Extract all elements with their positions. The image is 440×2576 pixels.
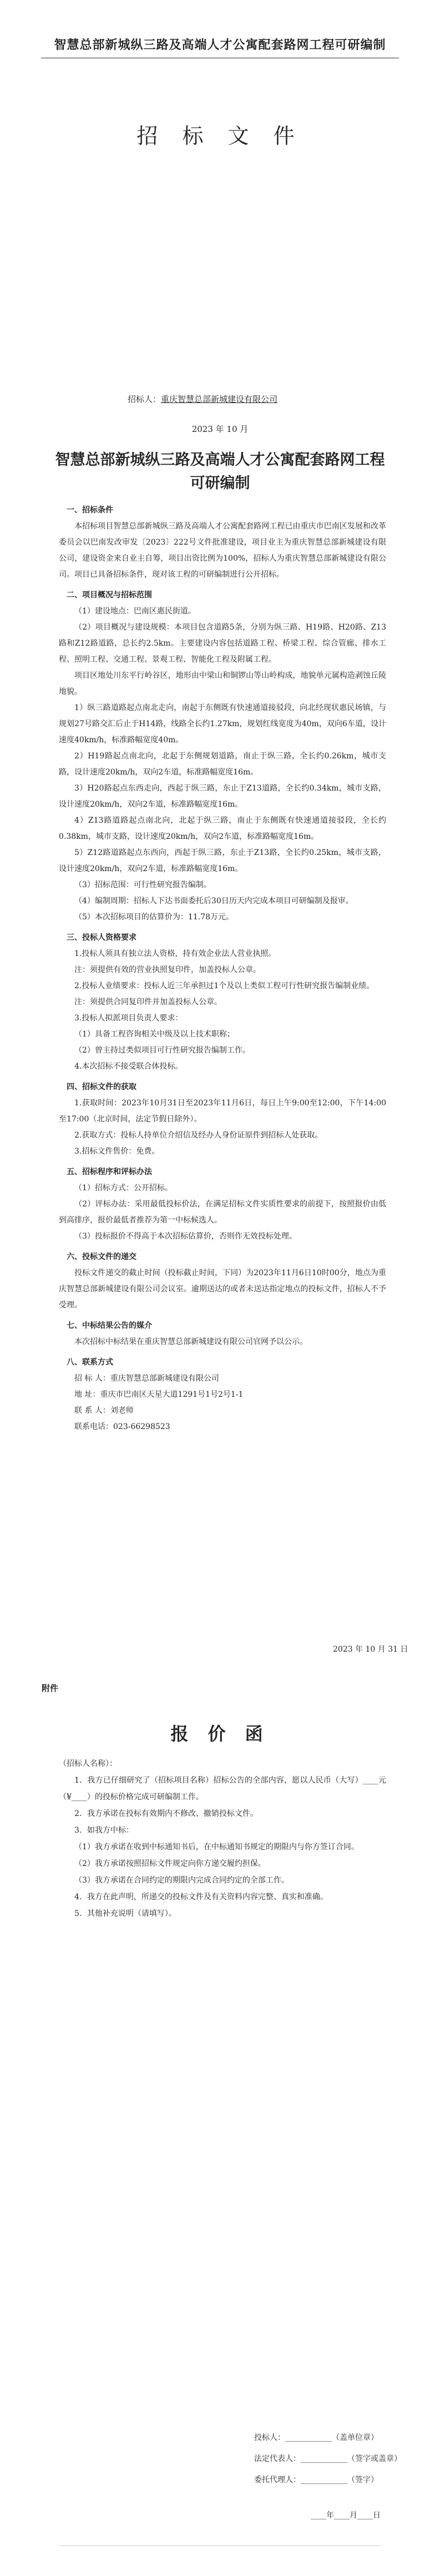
paragraph: （3）招标范围：可行性研究报告编制。 [74,881,211,889]
paragraph: （2）曾主持过类似项目可行性研究报告编制工作。 [74,1046,250,1055]
paragraph: （2）评标办法：采用最低投标价法，在满足招标文件实质性要求的前提下，按照报价由低到高排序，报价最低者推荐为第一中标候选人。 [59,1200,386,1225]
bid-letter-body [59,1755,386,1922]
paragraph: （2）我方承诺按照招标文件规定向你方递交履约担保。 [74,1859,266,1868]
paragraph: 2．我方承诺在投标有效期内不修改、撤销投标文件。 [74,1809,258,1818]
tenderer-label: 招标人： [128,394,161,404]
paragraph: 注：须提供合同复印件并加盖投标人公章。 [74,998,222,1007]
section-heading: 五、招标程序和评标办法 [67,1168,152,1176]
section-heading: 六、投标文件的递交 [67,1252,136,1261]
paragraph: （4）编制周期：招标人下达书面委托后30日历天内完成本项目可研编制及报审。 [74,897,353,905]
contact-line: 地 址：重庆市巴南区天星大道1291号1号2号1-1 [74,1390,244,1399]
paragraph: 1）纵三路道路起点南北走向，南起于东侧既有快速通道接驳段，向北经现状惠民场镇，与规划27号路交汇后止于H14路，线路全长约1.27km，规划红线宽度为40m，双向6车道，设计速度40km/h，标准路幅宽度40m。 [59,703,386,744]
paragraph: 1.投标人须具有独立法人资格，持有效企业法人营业执照。 [74,949,276,958]
bid-letter-title: 报 价 函 [170,1723,270,1744]
signature-line-bidder: 投标人：____________（盖单位章） [254,2433,378,2442]
paragraph: （1）建设地点：巴南区惠民街道。 [74,607,196,616]
paragraph: 2.投标人业绩要求：投标人近三年承担过1个及以上类似工程可行性研究报告编制业绩。 [74,982,375,990]
section-heading: 七、中标结果公告的媒介 [67,1321,152,1330]
paragraph: 3．如我方中标： [74,1826,134,1835]
paragraph: （2）项目概况与建设规模：本项目包含道路5条，分别为纵三路、H19路、H20路、Z13路和Z12路道路，总长约2.5km。主要建设内容包括道路工程、桥梁工程、综合管廊、排水工程、照明工程、交通工程、景观工程、智能化工程及附属工程。 [59,623,386,664]
paragraph: （1）具备工程咨询相关中级及以上技术职称； [74,1030,235,1039]
paragraph: 1.获取时间：2023年10月31日至2023年11月6日，每日上午9:00至12:00，下午14:00至17:00（北京时间，法定节假日除外）。 [59,1099,386,1124]
section-heading: 三、投标人资格要求 [67,933,136,942]
paragraph: 4．我方在此声明，所递交的投标文件及有关资料内容完整、真实和准确。 [74,1893,328,1901]
project-title: 智慧总部新城纵三路及高端人才公寓配套路网工程可研编制 [55,451,385,492]
paragraph: （3）我方承诺在合同约定的期限内完成合同约定的全部工作。 [74,1876,289,1885]
paragraph: 1．我方已仔细研究了（招标项目名称）招标公告的全部内容，愿以人民币（大写）____元（¥____）的投标价格完成可研编制工作。 [59,1776,386,1802]
contact-line: 招 标 人：重庆智慧总部新城建设有限公司 [74,1374,219,1383]
section-heading: 二、项目概况与招标范围 [67,591,152,600]
paragraph: 注：须提供有效的营业执照复印件，加盖投标人公章。 [74,965,261,974]
paragraph: 3.招标文件售价：免费。 [74,1147,160,1156]
signature-date: ____年____月____日 [311,2511,381,2520]
signature-line-legal-rep: 法定代表人：____________（签字或盖章） [254,2454,402,2463]
section-heading: 一、招标条件 [67,506,113,515]
cover-title: 招 标 文 件 [136,124,304,148]
paragraph: 4.本次招标不接受联合体投标。 [74,1062,183,1071]
paragraph: 投标文件递交的截止时间（投标截止时间，下同）为2023年11月6日10时00分，地点为重庆智慧总部新城建设有限公司会议室。逾期送达的或者未送达指定地点的投标文件，招标人不予受理。 [59,1269,386,1310]
cover-date: 2023 年 10 月 [191,424,249,434]
tenderer-name: 重庆智慧总部新城建设有限公司 [161,394,278,404]
paragraph: （3）投标报价不得高于本次招标估算价，否则作无效投标处理。 [74,1232,297,1241]
section-heading: 八、联系方式 [67,1358,113,1367]
paragraph: 2）H19路起点南北向，北起于东侧规划道路，南止于纵三路，全长约0.26km，城市支路，设计速度20km/h，双向2车道，标准路幅宽度16m。 [59,752,386,777]
paragraph: （5）本次招标项目的估算价为：11.78万元。 [74,913,234,922]
paragraph: 项目区地处川东平行岭谷区，地形由中梁山和铜锣山等山岭构成，地貌单元属构造剥蚀丘陵地貌。 [59,671,386,696]
addressee: （招标人名称）： [59,1759,117,1768]
paragraph: 4）Z13路道路起点南北向，北起于纵三路，南止于东侧既有快速通道接驳段，全长约0.38km，城市支路，设计速度20km/h，双向2车道，标准路幅宽度16m。 [59,816,386,841]
paragraph: 5．其他补充说明（请填写）。 [74,1909,176,1918]
paragraph: 5）Z12路道路起点东西向，西起于纵三路，东止于Z13路，全长约0.25km，城市支路，设计速度20km/h，双向2车道，标准路幅宽度16m。 [59,848,386,873]
paragraph: 3）H20路起点东西走向，西起于纵三路，东止于Z13道路，全长约0.34km，城市支路，设计速度20km/h，双向2车道，标准路幅宽度16m。 [59,784,386,809]
paragraph: （1）我方承诺在收到中标通知书后，在中标通知书规定的期限内与你方签订合同。 [74,1843,359,1852]
paragraph: 本招标项目智慧总部新城纵三路及高端人才公寓配套路网工程已由重庆市巴南区发展和改革委员会以巴南发改审发〔2023〕222号文件批准建设，项目业主为重庆智慧总部新城建设有限公司，建设资金来自业主自筹，项目出资比例为100%，招标人为重庆智慧总部新城建设有限公司。项目已具备招标条件，现对该工程的可研编制进行公开招标。 [59,522,386,579]
section-heading: 四、招标文件的获取 [67,1083,136,1091]
paragraph: 3.投标人拟派项目负责人要求： [74,1014,183,1023]
paragraph: 本次招标中标结果在重庆智慧总部新城建设有限公司官网予以公示。 [74,1337,307,1346]
bottom-divider [59,2545,381,2546]
contact-line: 联 系 人：刘老师 [74,1406,134,1415]
running-header: 智慧总部新城纵三路及高端人才公寓配套路网工程可研编制 [54,38,386,52]
tenderer-line [128,393,277,405]
contact-line: 联系电话：023-66298523 [74,1422,170,1431]
signature-line-agent: 委托代理人：____________（签字） [254,2476,378,2484]
annex-label: 附件 [42,1683,59,1693]
paragraph: （1）招标方式：公开招标。 [74,1184,173,1193]
paragraph: 2.获取方式：投标人持单位介绍信及经办人身份证原件到招标人处获取。 [74,1131,323,1140]
notice-sign-date: 2023 年 10 月 31 日 [333,1645,408,1654]
notice-body [59,502,386,1435]
